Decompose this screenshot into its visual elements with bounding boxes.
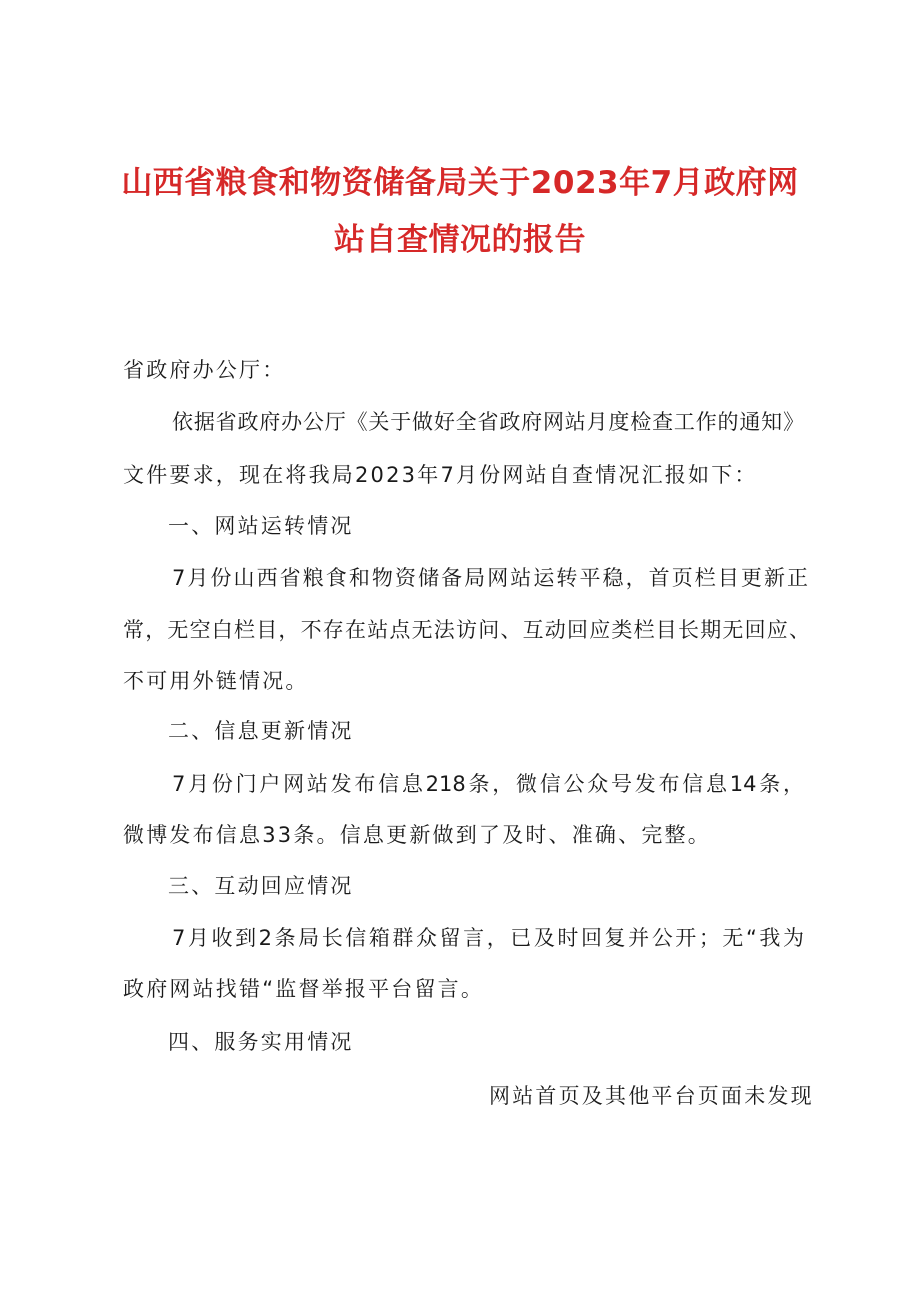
intro-line-2: 文件要求，现在将我局2023年7月份网站自查情况汇报如下：	[123, 463, 758, 487]
section-1-line-1: 7月份山西省粮食和物资储备局网站运转平稳，首页栏目更新正	[172, 566, 808, 590]
section-2-line-2: 微博发布信息33条。信息更新做到了及时、准确、完整。	[123, 823, 711, 847]
section-heading-4: 四、服务实用情况	[168, 1030, 354, 1054]
section-2-line-1: 7月份门户网站发布信息218条，微信公众号发布信息14条，	[172, 772, 804, 796]
section-heading-2: 二、信息更新情况	[168, 719, 354, 743]
section-3-line-2: 政府网站找错“监督举报平台留言。	[123, 977, 485, 1001]
document-title-line-1: 山西省粮食和物资储备局关于2023年7月政府网	[121, 165, 799, 201]
section-1-line-2: 常，无空白栏目，不存在站点无法访问、互动回应类栏目长期无回应、	[123, 618, 810, 642]
section-3-line-1: 7月收到2条局长信箱群众留言，已及时回复并公开；无“我为	[172, 926, 804, 950]
section-heading-1: 一、网站运转情况	[168, 514, 354, 538]
section-1-line-3: 不可用外链情况。	[123, 669, 309, 693]
document-title-line-2: 站自查情况的报告	[334, 222, 586, 258]
salutation: 省政府办公厅：	[123, 358, 286, 382]
intro-line-1: 依据省政府办公厅《关于做好全省政府网站月度检查工作的通知》	[172, 410, 804, 434]
section-heading-3: 三、互动回应情况	[168, 874, 354, 898]
section-4-line-1: 网站首页及其他平台页面未发现	[489, 1084, 814, 1108]
